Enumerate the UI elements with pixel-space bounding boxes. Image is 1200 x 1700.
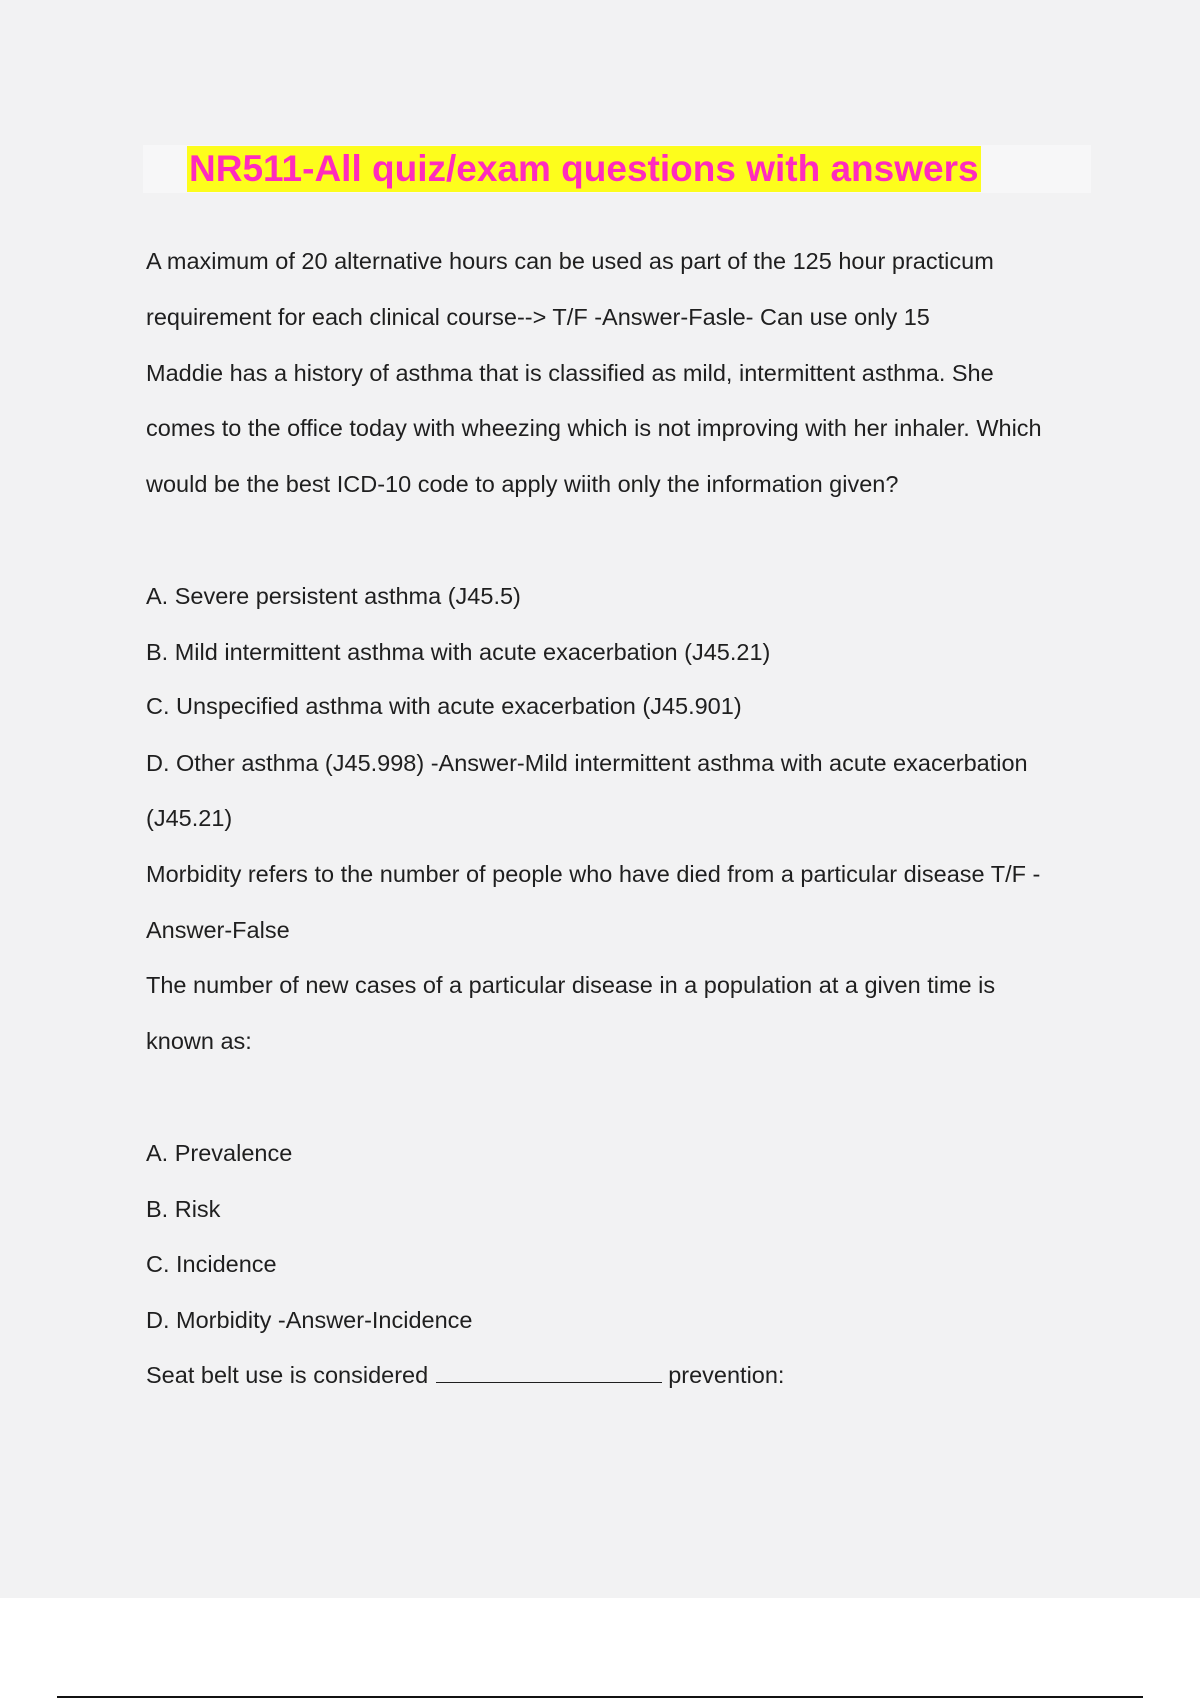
question-text-after: prevention: (668, 1362, 785, 1388)
text-line: Maddie has a history of asthma that is classified as mild, intermittent asthma. She (146, 360, 994, 386)
answer-option: C. Incidence (146, 1251, 277, 1277)
answer-option: C. Unspecified asthma with acute exacerbation (J45.901) (146, 693, 742, 719)
text-line: Answer-False (146, 917, 290, 943)
question-text-before: Seat belt use is considered (146, 1362, 429, 1388)
answer-option: A. Severe persistent asthma (J45.5) (146, 583, 521, 609)
text-line: would be the best ICD-10 code to apply wiith only the information given? (146, 471, 899, 497)
text-line: requirement for each clinical course--> T/F -Answer-Fasle- Can use only 15 (146, 304, 930, 330)
text-line: The number of new cases of a particular disease in a population at a given time is (146, 972, 996, 998)
answer-blank (436, 1364, 662, 1383)
answer-option: B. Risk (146, 1196, 221, 1222)
text-line: known as: (146, 1028, 252, 1054)
answer-option: B. Mild intermittent asthma with acute exacerbation (J45.21) (146, 639, 771, 665)
text-line: (J45.21) (146, 805, 233, 831)
text-line: comes to the office today with wheezing which is not improving with her inhaler. Which (146, 415, 1042, 441)
fill-in-question (146, 1360, 784, 1390)
answer-option: D. Morbidity -Answer-Incidence (146, 1307, 473, 1333)
text-line: A maximum of 20 alternative hours can be used as part of the 125 hour practicum (146, 248, 994, 274)
footer-divider (57, 1696, 1143, 1698)
document-title: NR511-All quiz/exam questions with answers (187, 146, 981, 192)
answer-option: A. Prevalence (146, 1140, 293, 1166)
answer-option: D. Other asthma (J45.998) -Answer-Mild intermittent asthma with acute exacerbation (146, 750, 1028, 776)
text-line: Morbidity refers to the number of people who have died from a particular disease T/F - (146, 861, 1041, 887)
